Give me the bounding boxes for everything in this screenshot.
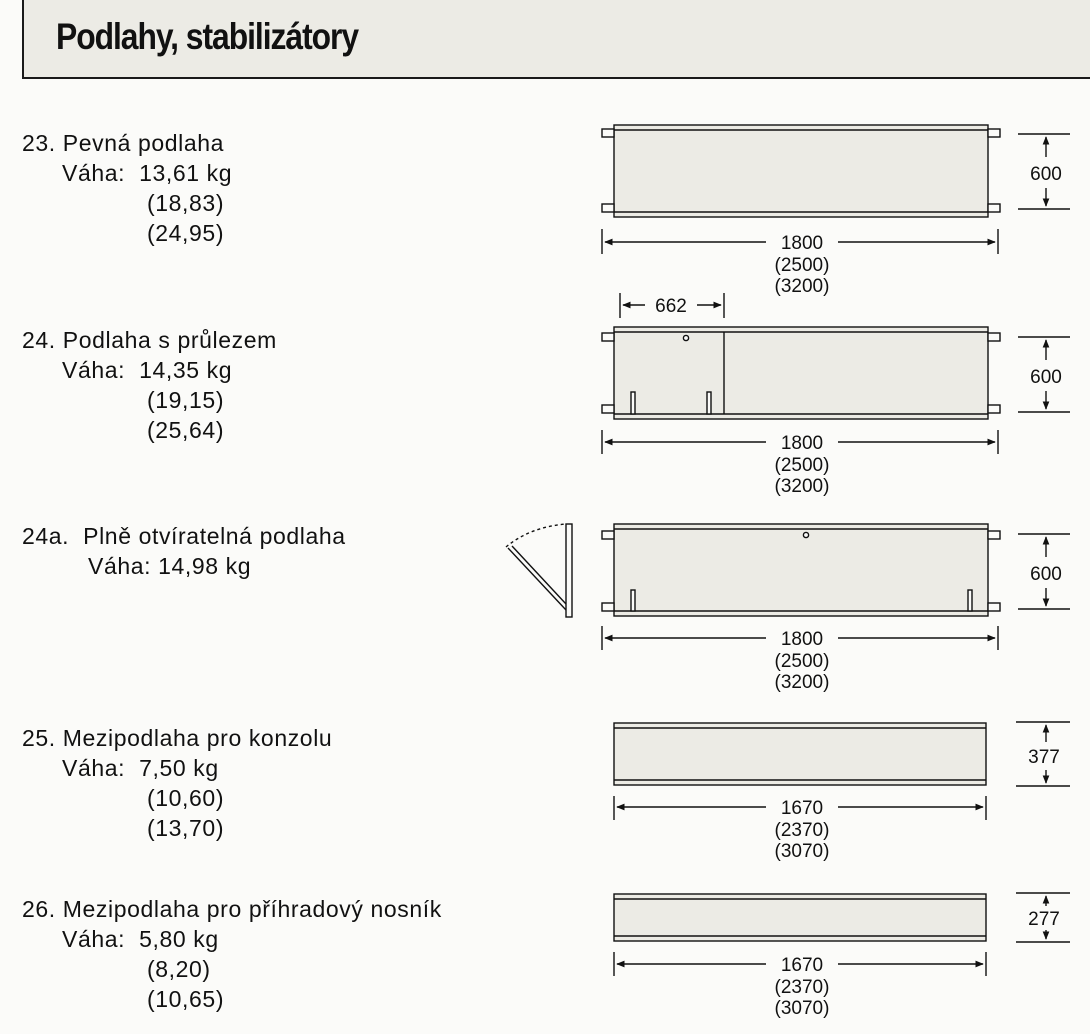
hinge xyxy=(968,590,972,611)
item-number: 24. xyxy=(22,327,56,353)
width-dimension: 277 xyxy=(1028,909,1060,930)
width-dimension: 377 xyxy=(1028,747,1060,768)
floor-plate xyxy=(614,125,988,217)
hinge xyxy=(707,392,711,414)
weight-label: Váha: xyxy=(62,755,126,781)
hook-pin xyxy=(602,204,614,212)
weight-value-alt: (8,20) xyxy=(147,956,211,982)
hook-pin xyxy=(988,204,1000,212)
length-dimension-alt: (3200) xyxy=(774,672,830,693)
item-name: Pevná podlaha xyxy=(62,130,225,156)
weight-value: 5,80 kg xyxy=(139,926,219,952)
panel-side-view xyxy=(566,524,572,617)
floor-plate xyxy=(614,723,986,785)
floor-plate xyxy=(614,524,988,616)
item-number: 26. xyxy=(22,896,56,922)
drawing-23 xyxy=(602,125,1070,254)
length-dimension-alt: (3200) xyxy=(774,476,830,497)
width-dimension: 600 xyxy=(1030,564,1062,585)
width-dimension: 600 xyxy=(1030,367,1062,388)
item-number: 24a. xyxy=(22,523,70,549)
hatch-dimension: 662 xyxy=(655,296,687,317)
length-dimension-alt: (2500) xyxy=(774,651,830,672)
item-name: Mezipodlaha pro příhradový nosník xyxy=(62,896,442,922)
hatch-knob xyxy=(683,335,688,340)
weight-value-alt: (13,70) xyxy=(147,815,225,841)
hook-pin xyxy=(602,603,614,611)
length-dimension-alt: (3070) xyxy=(774,841,830,862)
weight-value-alt: (19,15) xyxy=(147,387,225,413)
weight-value: 7,50 kg xyxy=(139,755,219,781)
length-dimension-alt: (2370) xyxy=(774,820,830,841)
weight-value: 14,35 kg xyxy=(139,357,233,383)
length-dimension-alt: (3200) xyxy=(774,276,830,297)
weight-value-alt: (24,95) xyxy=(147,220,225,246)
weight-label: Váha: xyxy=(88,553,152,579)
hook-pin xyxy=(988,129,1000,137)
hook-pin xyxy=(988,531,1000,539)
hook-pin xyxy=(602,333,614,341)
item-number: 23. xyxy=(22,130,56,156)
length-dimension: 1800 xyxy=(780,233,824,254)
hinge xyxy=(631,590,635,611)
length-dimension-alt: (2500) xyxy=(774,255,830,276)
length-dimension: 1670 xyxy=(780,955,824,976)
weight-value-alt: (10,60) xyxy=(147,785,225,811)
hinge xyxy=(631,392,635,414)
panel-open-position xyxy=(508,548,566,610)
item-name: Podlaha s průlezem xyxy=(62,327,277,353)
item-name: Mezipodlaha pro konzolu xyxy=(62,725,333,751)
floor-plate xyxy=(614,327,988,419)
weight-label: Váha: xyxy=(62,357,126,383)
floor-plate xyxy=(614,894,986,941)
length-dimension: 1800 xyxy=(780,629,824,650)
hook-pin xyxy=(602,531,614,539)
drawing-24 xyxy=(602,293,1070,454)
hook-pin xyxy=(988,405,1000,413)
item-number: 25. xyxy=(22,725,56,751)
weight-value-alt: (10,65) xyxy=(147,986,225,1012)
length-dimension-alt: (2370) xyxy=(774,977,830,998)
length-dimension-alt: (3070) xyxy=(774,998,830,1019)
hook-pin xyxy=(988,603,1000,611)
drawing-25 xyxy=(614,722,1070,820)
weight-value-alt: (18,83) xyxy=(147,190,225,216)
hook-pin xyxy=(988,333,1000,341)
length-dimension: 1670 xyxy=(780,798,824,819)
page-title: Podlahy, stabilizátory xyxy=(56,16,359,57)
hatch-knob xyxy=(803,532,808,537)
weight-value: 14,98 kg xyxy=(158,553,252,579)
weight-label: Váha: xyxy=(62,926,126,952)
drawing-26 xyxy=(614,893,1070,976)
length-dimension-alt: (2500) xyxy=(774,455,830,476)
hook-pin xyxy=(602,129,614,137)
hook-pin xyxy=(602,405,614,413)
length-dimension: 1800 xyxy=(780,433,824,454)
weight-label: Váha: xyxy=(62,160,126,186)
opening-arc xyxy=(506,524,566,547)
width-dimension: 600 xyxy=(1030,164,1062,185)
weight-value-alt: (25,64) xyxy=(147,417,225,443)
weight-value: 13,61 kg xyxy=(139,160,233,186)
item-name: Plně otvíratelná podlaha xyxy=(83,523,346,549)
